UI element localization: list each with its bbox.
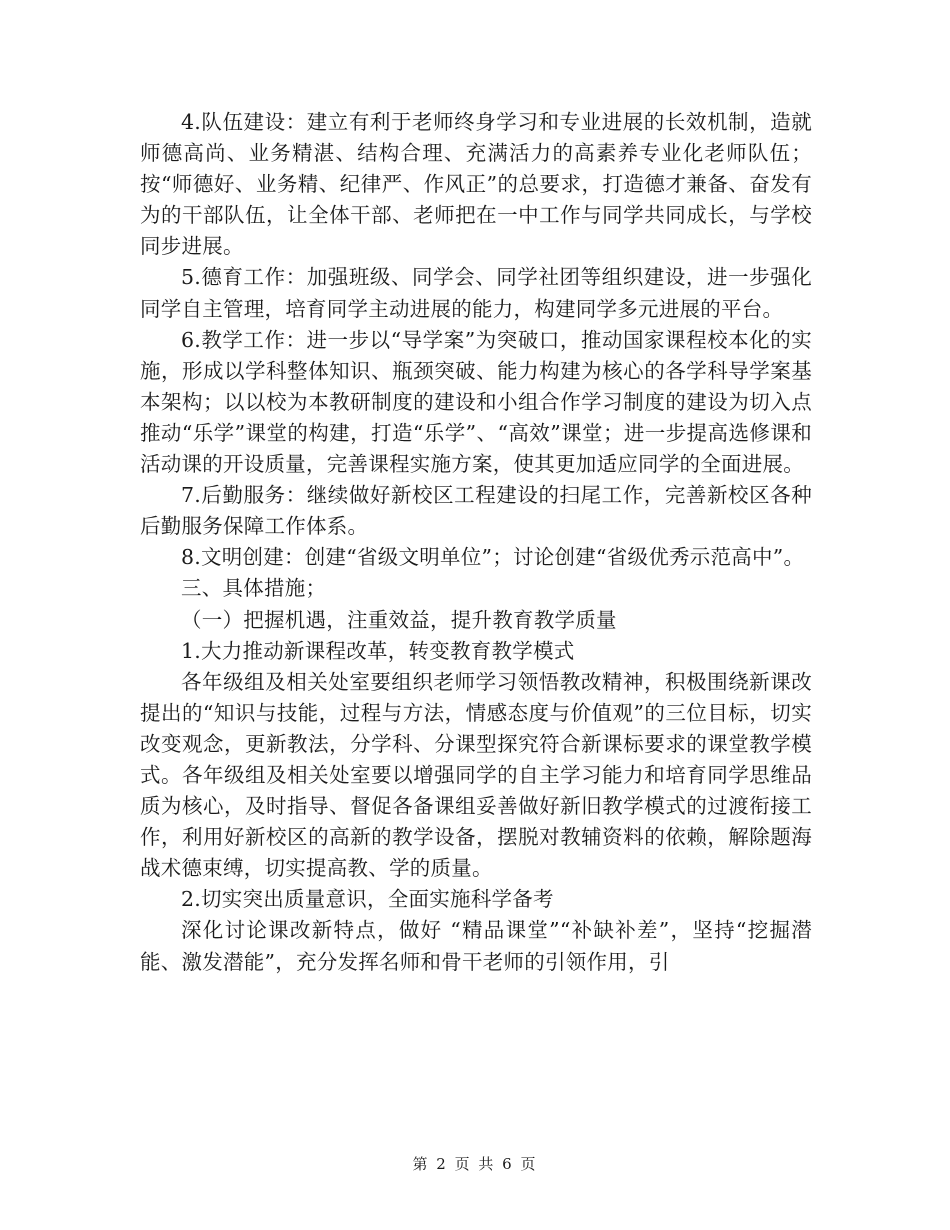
subsection-heading-1: （一）把握机遇，注重效益，提升教育教学质量 — [181, 607, 617, 632]
document-body — [140, 107, 812, 978]
paragraph-quality: 深化讨论课改新特点，做好 “精品课堂”“补缺补差”，坚持“挖掘潜能、激发潜能”，充分发挥名师和骨干老师的引领作用，引 — [140, 918, 812, 974]
page-number-footer: 第 2 页 共 6 页 — [412, 1155, 538, 1173]
item-heading-1: 1.大力推动新课程改革，转变教育教学模式 — [181, 638, 575, 663]
item-heading-2: 2.切实突出质量意识，全面实施科学备考 — [181, 887, 554, 912]
paragraph-civilization: 8.文明创建：创建“省级文明单位”；讨论创建“省级优秀示范高中”。 — [181, 545, 805, 570]
section-heading-measures: 三、具体措施； — [181, 576, 327, 601]
paragraph-curriculum-reform: 各年级组及相关处室要组织老师学习领悟教改精神，积极围绕新课改提出的“知识与技能，过程与方法，情感态度与价值观”的三位目标，切实改变观念，更新教法，分学科、分课型探究符合新课标要求的课堂教学模式。各年级组及相关处室要以增强同学的自主学习能力和培育同学思维品质为核心，及时指导、督促各备课组妥善做好新旧教学模式的过渡衔接工作，利用好新校区的高新的教学设备，摆脱对教辅资料的依赖，解除题海战术德束缚，切实提高教、学的质量。 — [140, 669, 812, 881]
paragraph-logistics: 7.后勤服务：继续做好新校区工程建设的扫尾工作，完善新校区各种后勤服务保障工作体系。 — [140, 483, 812, 539]
paragraph-team-building: 4.队伍建设：建立有利于老师终身学习和专业进展的长效机制，造就师德高尚、业务精湛、结构合理、充满活力的高素养专业化老师队伍；按“师德好、业务精、纪律严、作风正”的总要求，打造德才兼备、奋发有为的干部队伍，让全体干部、老师把在一中工作与同学共同成长，与学校同步进展。 — [140, 110, 812, 259]
paragraph-teaching-work: 6.教学工作：进一步以“导学案”为突破口，推动国家课程校本化的实施，形成以学科整体知识、瓶颈突破、能力构建为核心的各学科导学案基本架构；以以校为本教研制度的建设和小组合作学习制度的建设为切入点推动“乐学”课堂的构建，打造“乐学”、“高效”课堂；进一步提高选修课和活动课的开设质量，完善课程实施方案，使其更加适应同学的全面进展。 — [140, 327, 812, 477]
paragraph-moral-education: 5.德育工作：加强班级、同学会、同学社团等组织建设，进一步强化同学自主管理，培育同学主动进展的能力，构建同学多元进展的平台。 — [140, 265, 812, 321]
